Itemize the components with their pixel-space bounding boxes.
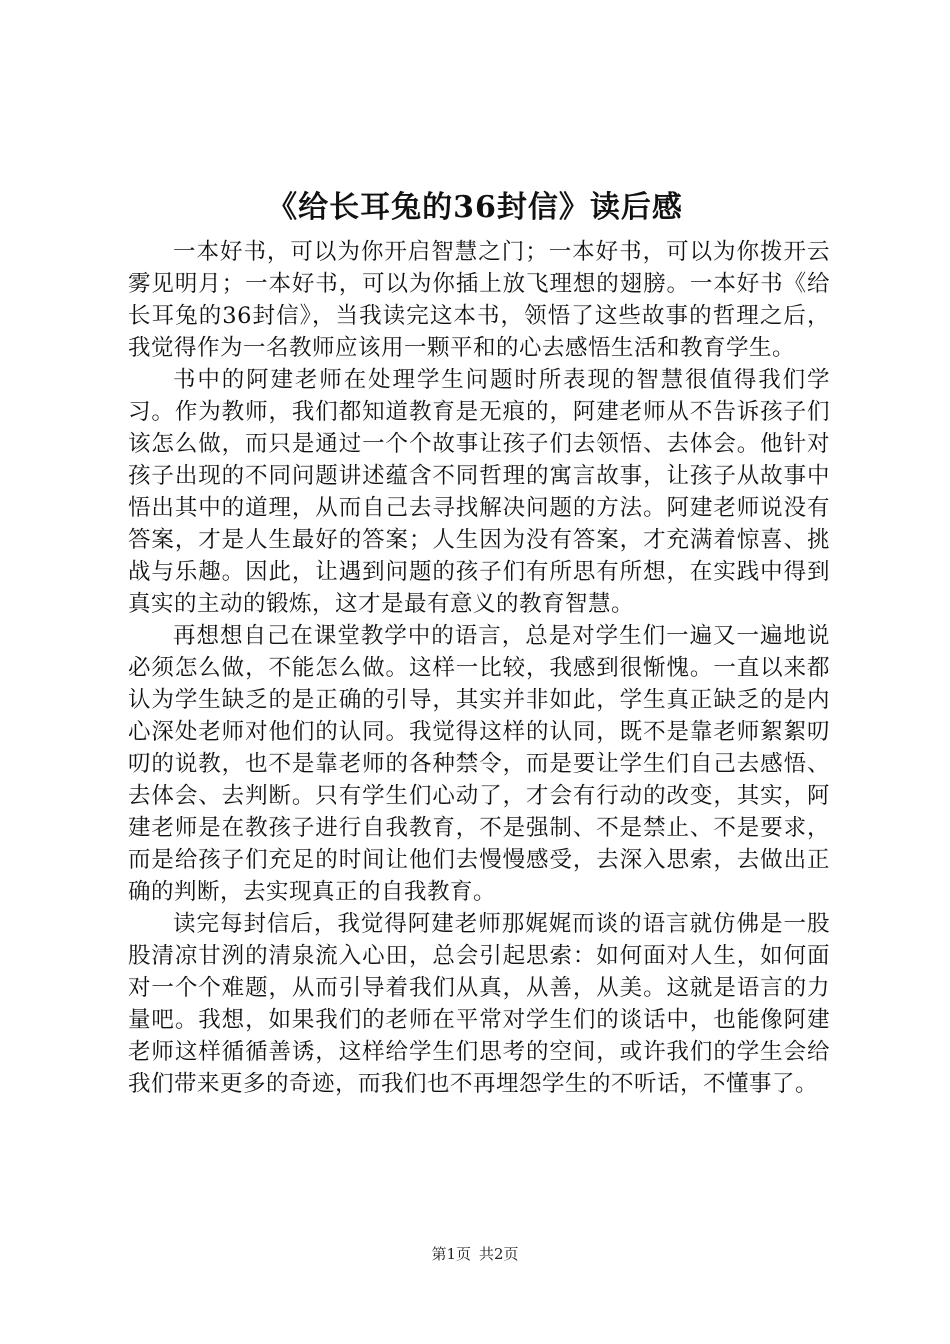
page-footer bbox=[0, 1243, 950, 1265]
document-title: 《给长耳兔的36封信》读后感 bbox=[267, 190, 683, 225]
page-number: 第1页 bbox=[431, 1245, 471, 1263]
paragraph-4: 读完每封信后，我觉得阿建老师那娓娓而谈的语言就仿佛是一股股清凉甘洌的清泉流入心田，总会引起思索：如何面对人生，如何面对一个个难题，从而引导着我们从真，从善，从美。这就是语言的力量吧。我想，如果我们的老师在平常对学生们的谈话中，也能像阿建老师这样循循善诱，这样给学生们思考的空间，或许我们的学生会给我们带来更多的奇迹，而我们也不再埋怨学生的不听话，不懂事了。 bbox=[128, 911, 830, 1097]
paragraph-2: 书中的阿建老师在处理学生问题时所表现的智慧很值得我们学习。作为教师，我们都知道教育是无痕的，阿建老师从不告诉孩子们该怎么做，而只是通过一个个故事让孩子们去领悟、去体会。他针对孩子出现的不同问题讲述蕴含不同哲理的寓言故事，让孩子从故事中悟出其中的道理，从而自己去寻找解决问题的方法。阿建老师说没有答案，才是人生最好的答案；人生因为没有答案，才充满着惊喜、挑战与乐趣。因此，让遇到问题的孩子们有所思有所想，在实践中得到真实的主动的锻炼，这才是最有意义的教育智慧。 bbox=[128, 367, 830, 617]
page-total: 共2页 bbox=[479, 1245, 519, 1263]
paragraph-3: 再想想自己在课堂教学中的语言，总是对学生们一遍又一遍地说必须怎么做，不能怎么做。这样一比较，我感到很惭愧。一直以来都认为学生缺乏的是正确的引导，其实并非如此，学生真正缺乏的是内心深处老师对他们的认同。我觉得这样的认同，既不是靠老师絮絮叨叨的说教，也不是靠老师的各种禁令，而是要让学生们自己去感悟、去体会、去判断。只有学生们心动了，才会有行动的改变，其实，阿建老师是在教孩子进行自我教育，不是强制、不是禁止、不是要求，而是给孩子们充足的时间让他们去慢慢感受，去深入思索，去做出正确的判断，去实现真正的自我教育。 bbox=[128, 623, 830, 905]
paragraph-1: 一本好书，可以为你开启智慧之门；一本好书，可以为你拨开云雾见明月；一本好书，可以为你插上放飞理想的翅膀。一本好书《给长耳兔的36封信》，当我读完这本书，领悟了这些故事的哲理之后，我觉得作为一名教师应该用一颗平和的心去感悟生活和教育学生。 bbox=[128, 239, 830, 361]
document-body bbox=[128, 236, 830, 1100]
